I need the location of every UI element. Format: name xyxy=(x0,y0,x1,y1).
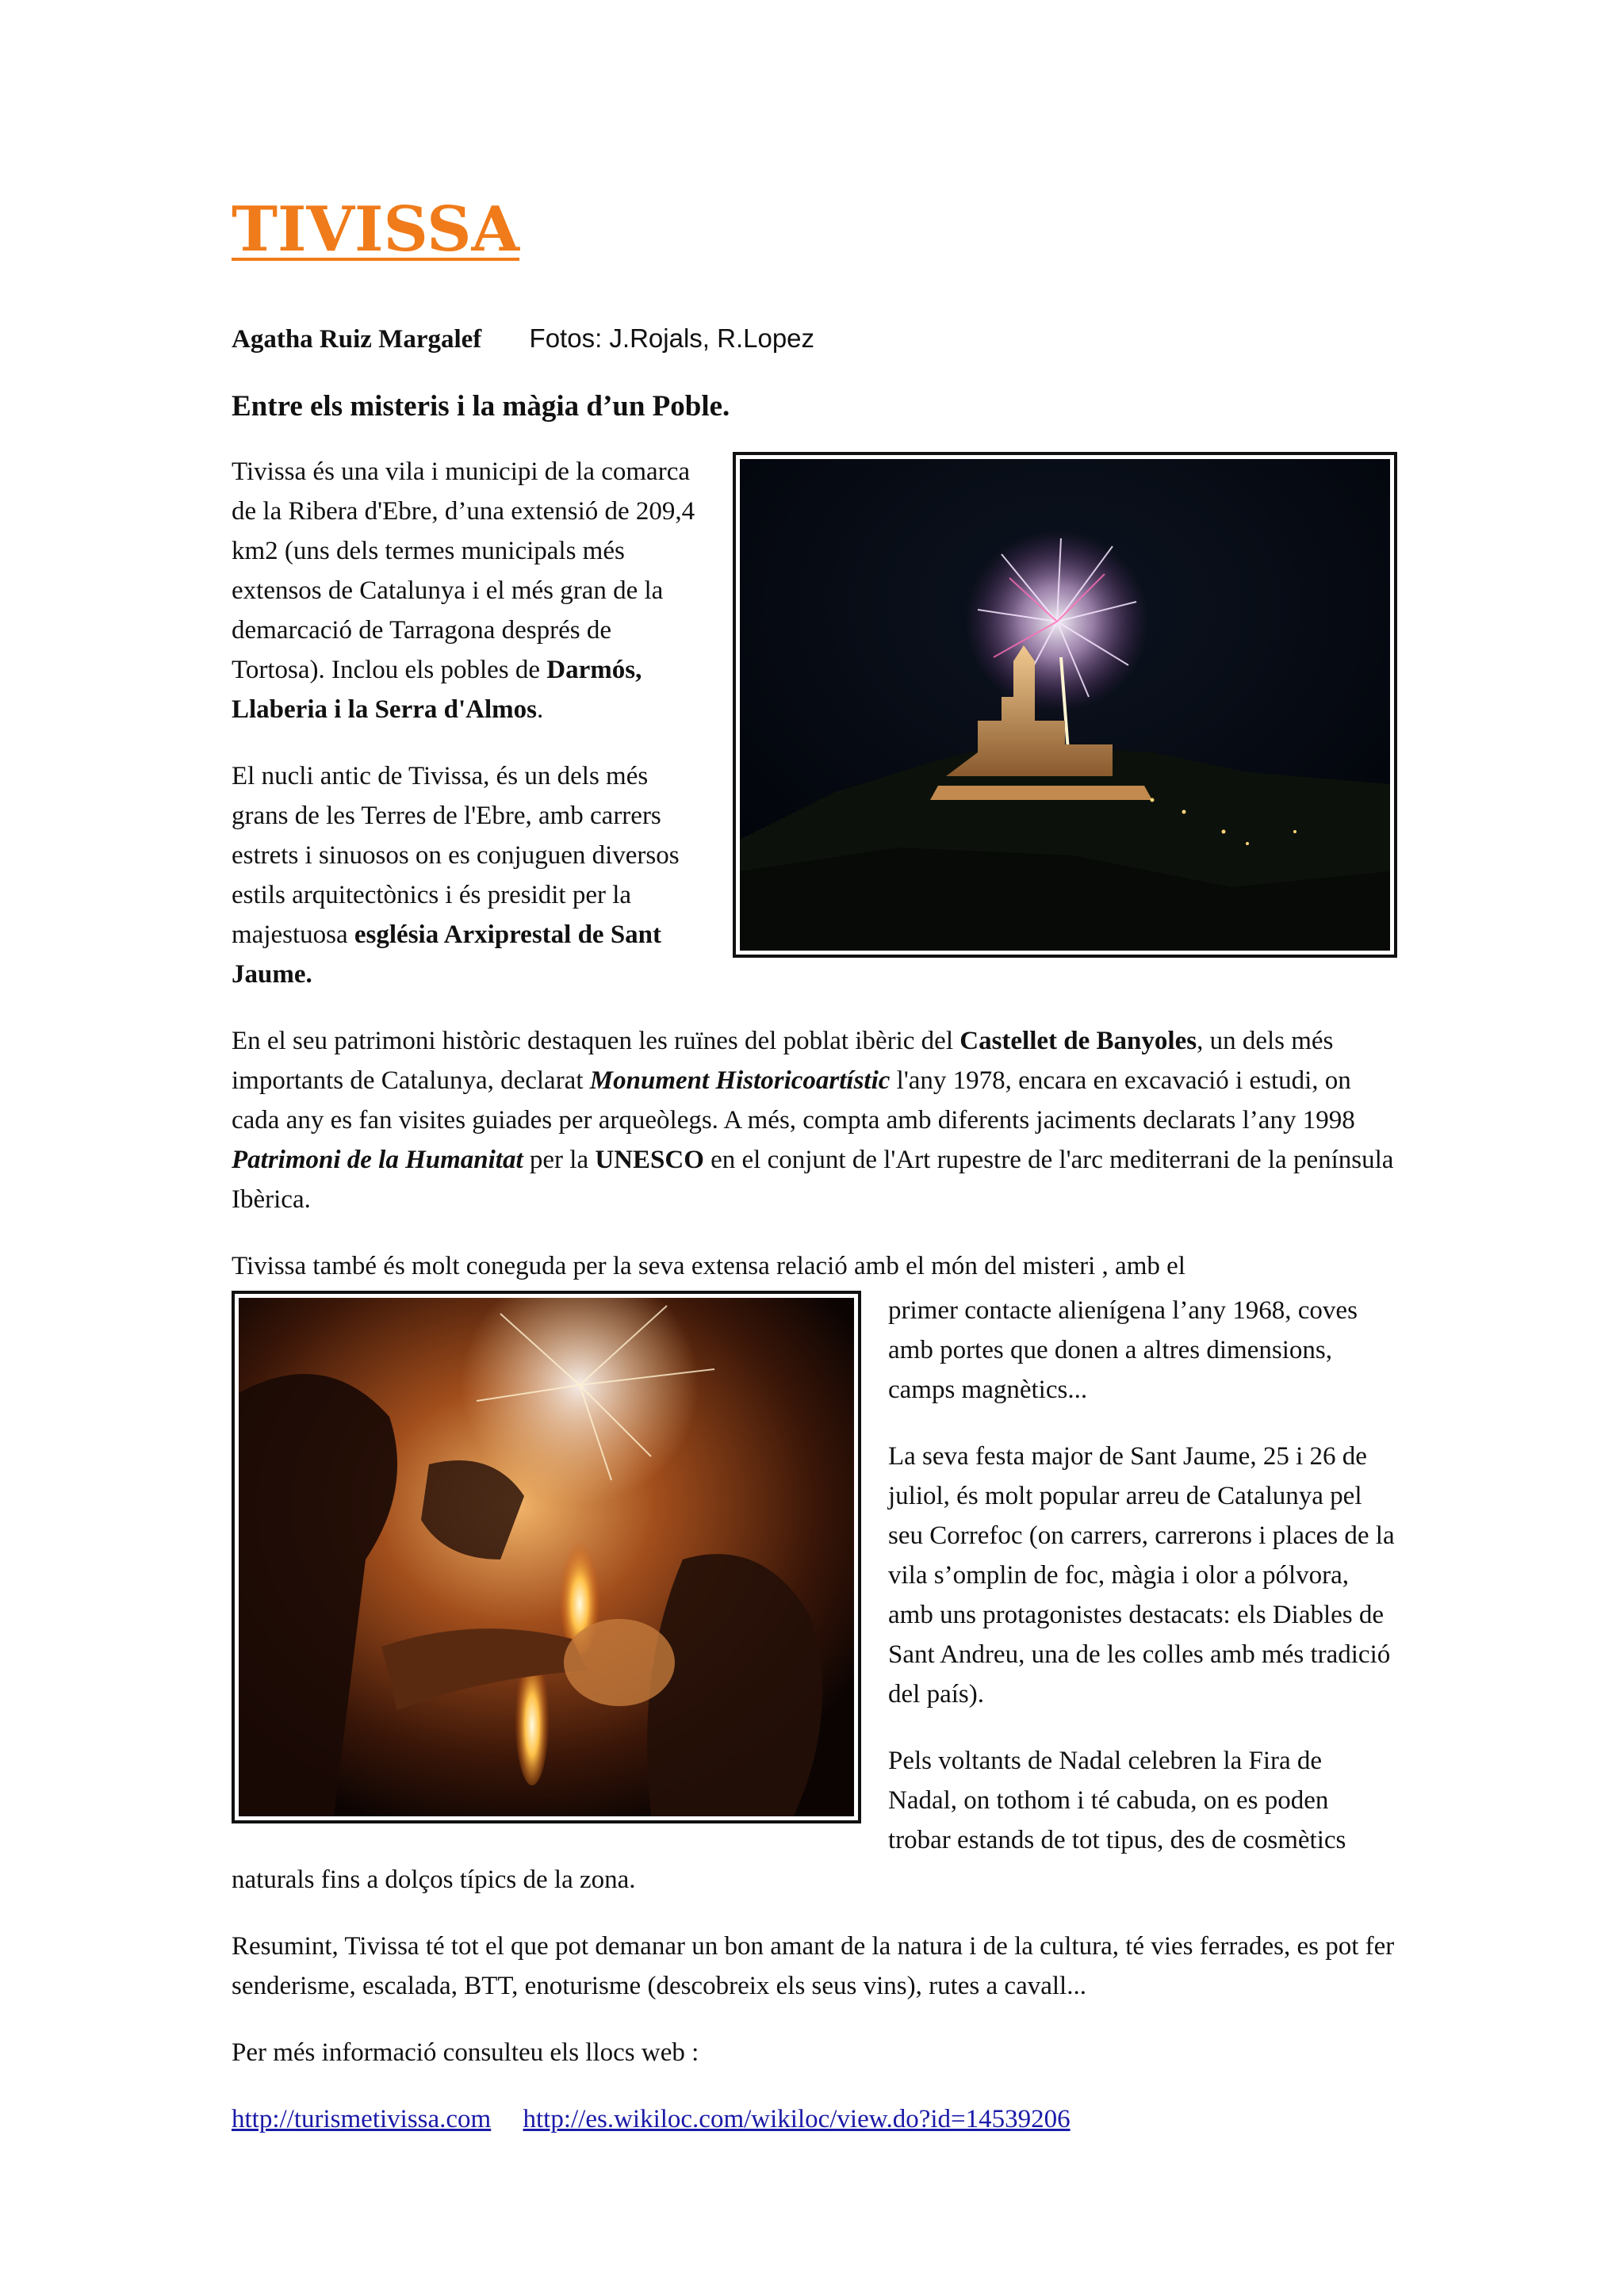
paragraph-heritage-run-9: en el conjunt de l'Art rupestre de l'arc mediterrani de la península Ibèrica. xyxy=(232,1146,1394,1214)
correfoc-image xyxy=(239,1298,854,1816)
paragraph-more-info xyxy=(232,2033,1397,2072)
paragraph-heritage-run-5: l'any 1978, encara en excavació i estudi, on cada any es fan visites guiades per arqueòlegs. A més, compta amb diferents jaciments declarats l’any 1998 xyxy=(232,1066,1355,1135)
paragraph-heritage-run-1: En el seu patrimoni històric destaquen les ruïnes del poblat ibèric del xyxy=(232,1027,960,1055)
paragraph-old-town-run-2: església Arxiprestal de Sant Jaume. xyxy=(232,920,662,989)
fireworks-church-image xyxy=(740,459,1390,951)
paragraph-heritage-run-4: Monument Historicoartístic xyxy=(589,1066,891,1095)
paragraph-summary-run-1: Resumint, Tivissa té tot el que pot demanar un bon amant de la natura i de la cultura, té vies ferrades, es pot fer senderisme, escalada, BTT, enoturisme (descobreix els seus vins), rutes a cavall... xyxy=(232,1932,1395,2000)
article-title: TIVISSA xyxy=(232,193,519,266)
link-wikiloc[interactable]: http://es.wikiloc.com/wikiloc/view.do?id=14539206 xyxy=(523,2105,1071,2133)
link-turisme-tivissa[interactable]: http://turismetivissa.com xyxy=(232,2105,492,2133)
paragraph-intro-run-1: Tivissa és una vila i municipi de la comarca de la Ribera d'Ebre, d’una extensió de 209,4 km2 (uns dels termes municipals més extensos de Catalunya i el més gran de la demarcació de Tarragona després de Tortosa). Inclou els pobles de xyxy=(232,457,695,684)
paragraph-heritage xyxy=(232,1021,1397,1219)
paragraph-mystery-run-1: Tivissa també és molt coneguda per la seva extensa relació amb el món del misteri , amb el xyxy=(232,1252,1185,1280)
paragraph-intro-run-2: Darmós, Llaberia i la Serra d'Almos xyxy=(232,656,642,724)
byline xyxy=(232,319,814,359)
paragraph-old-town-run-1: El nucli antic de Tivissa, és un dels més grans de les Terres de l'Ebre, amb carrers estrets i sinuosos on es conjuguen diversos estils arquitectònics i és presidit per la majestuosa xyxy=(232,762,680,949)
fireworks-church-photo xyxy=(733,452,1397,958)
article-body xyxy=(232,452,1397,2166)
paragraph-heritage-run-3: , un dels més importants de Catalunya, declarat xyxy=(232,1027,1334,1095)
paragraph-more-info-run-1: Per més informació consulteu els llocs web : xyxy=(232,2038,699,2067)
paragraph-mystery xyxy=(232,1246,1397,1286)
article-subtitle: Entre els misteris i la màgia d’un Poble. xyxy=(232,390,730,423)
paragraph-summary xyxy=(232,1927,1397,2006)
paragraph-intro-run-3: . xyxy=(536,695,544,724)
paragraph-heritage-run-6: Patrimoni de la Humanitat xyxy=(232,1146,523,1174)
photo-credits: Fotos: J.Rojals, R.Lopez xyxy=(529,323,815,353)
paragraph-heritage-run-8: UNESCO xyxy=(595,1146,704,1174)
paragraph-heritage-run-2: Castellet de Banyoles xyxy=(959,1027,1197,1055)
author-name: Agatha Ruiz Margalef xyxy=(232,325,482,354)
paragraph-festival-run-1: La seva festa major de Sant Jaume, 25 i 26 de juliol, és molt popular arreu de Catalunya pel seu Correfoc (on carrers, carrerons i places de la vila s’omplin de foc, màgia i olor a pólvora, amb uns protagonistes destacats: els Diables de Sant Andreu, una de les colles amb més tradició del país). xyxy=(888,1442,1395,1709)
web-links xyxy=(232,2099,1397,2139)
paragraph-mystery-cont-run-1: primer contacte alienígena l’any 1968, coves amb portes que donen a altres dimensions, camps magnètics... xyxy=(888,1296,1358,1404)
paragraph-christmas-run-1: Pels voltants de Nadal celebren la Fira de Nadal, on tothom i té cabuda, on es poden trobar estands de tot tipus, des de cosmètics naturals fins a dolços típics de la zona. xyxy=(232,1747,1346,1894)
correfoc-photo xyxy=(232,1291,861,1823)
paragraph-heritage-run-7: per la xyxy=(523,1146,596,1174)
